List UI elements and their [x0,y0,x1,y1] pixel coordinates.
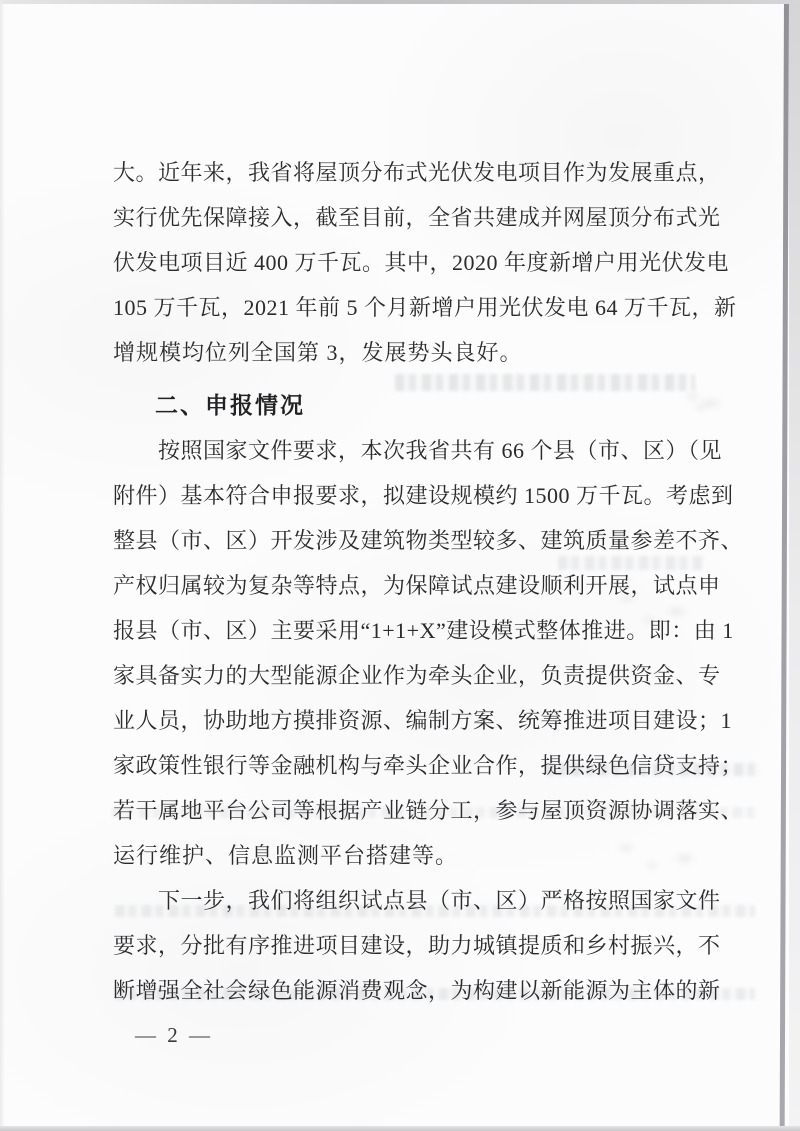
text-line: 要求，分批有序推进项目建设，助力城镇提质和乡村振兴，不 [113,933,721,958]
text-line: 附件）基本符合申报要求，拟建设规模约 1500 万千瓦。考虑到 [113,483,734,508]
text-line: 105 万千瓦，2021 年前 5 个月新增户用光伏发电 64 万千瓦，新 [113,295,737,320]
text-line: 家具备实力的大型能源企业作为牵头企业，负责提供资金、专 [113,663,721,688]
text-line: 按照国家文件要求，本次我省共有 66 个县（市、区）（见 [158,438,723,463]
text-line: 运行维护、信息监测平台搭建等。 [113,843,459,868]
text-line: 下一步，我们将组织试点县（市、区）严格按照国家文件 [158,888,721,913]
scan-edge-left [0,0,5,1131]
paragraph-application [113,428,744,878]
text-line: 若干属地平台公司等根据产业链分工，参与屋顶资源协调落实、 [113,798,744,823]
text-line: 大。近年来，我省将屋顶分布式光伏发电项目作为发展重点， [113,160,721,185]
text-line: 伏发电项目近 400 万千瓦。其中，2020 年度新增户用光伏发电 [113,250,730,275]
scan-edge-top [0,0,800,4]
paragraph-next-steps [113,878,721,1013]
document-content [113,150,744,1058]
scan-margin-right [789,0,800,1131]
page-number: — 2 — [135,1023,213,1047]
text-line: 整县（市、区）开发涉及建筑物类型较多、建筑质量参差不齐、 [113,528,744,553]
text-line: 家政策性银行等金融机构与牵头企业合作，提供绿色信贷支持； [113,753,744,778]
text-line: 增规模均位列全国第 3，发展势头良好。 [113,340,523,365]
text-line: 断增强全社会绿色能源消费观念，为构建以新能源为主体的新 [113,978,721,1003]
text-line: 业人员，协助地方摸排资源、编制方案、统筹推进项目建设；1 [113,708,733,733]
scan-edge-bottom [0,1126,800,1131]
section-heading: 二、申报情况 [155,392,305,418]
text-line: 产权归属较为复杂等特点，为保障试点建设顺利开展，试点申 [113,573,721,598]
text-line: 报县（市、区）主要采用“1+1+X”建设模式整体推进。即：由 1 [113,618,734,643]
text-line: 实行优先保障接入，截至目前，全省共建成并网屋顶分布式光 [113,205,721,230]
paragraph-continuation [113,150,737,375]
